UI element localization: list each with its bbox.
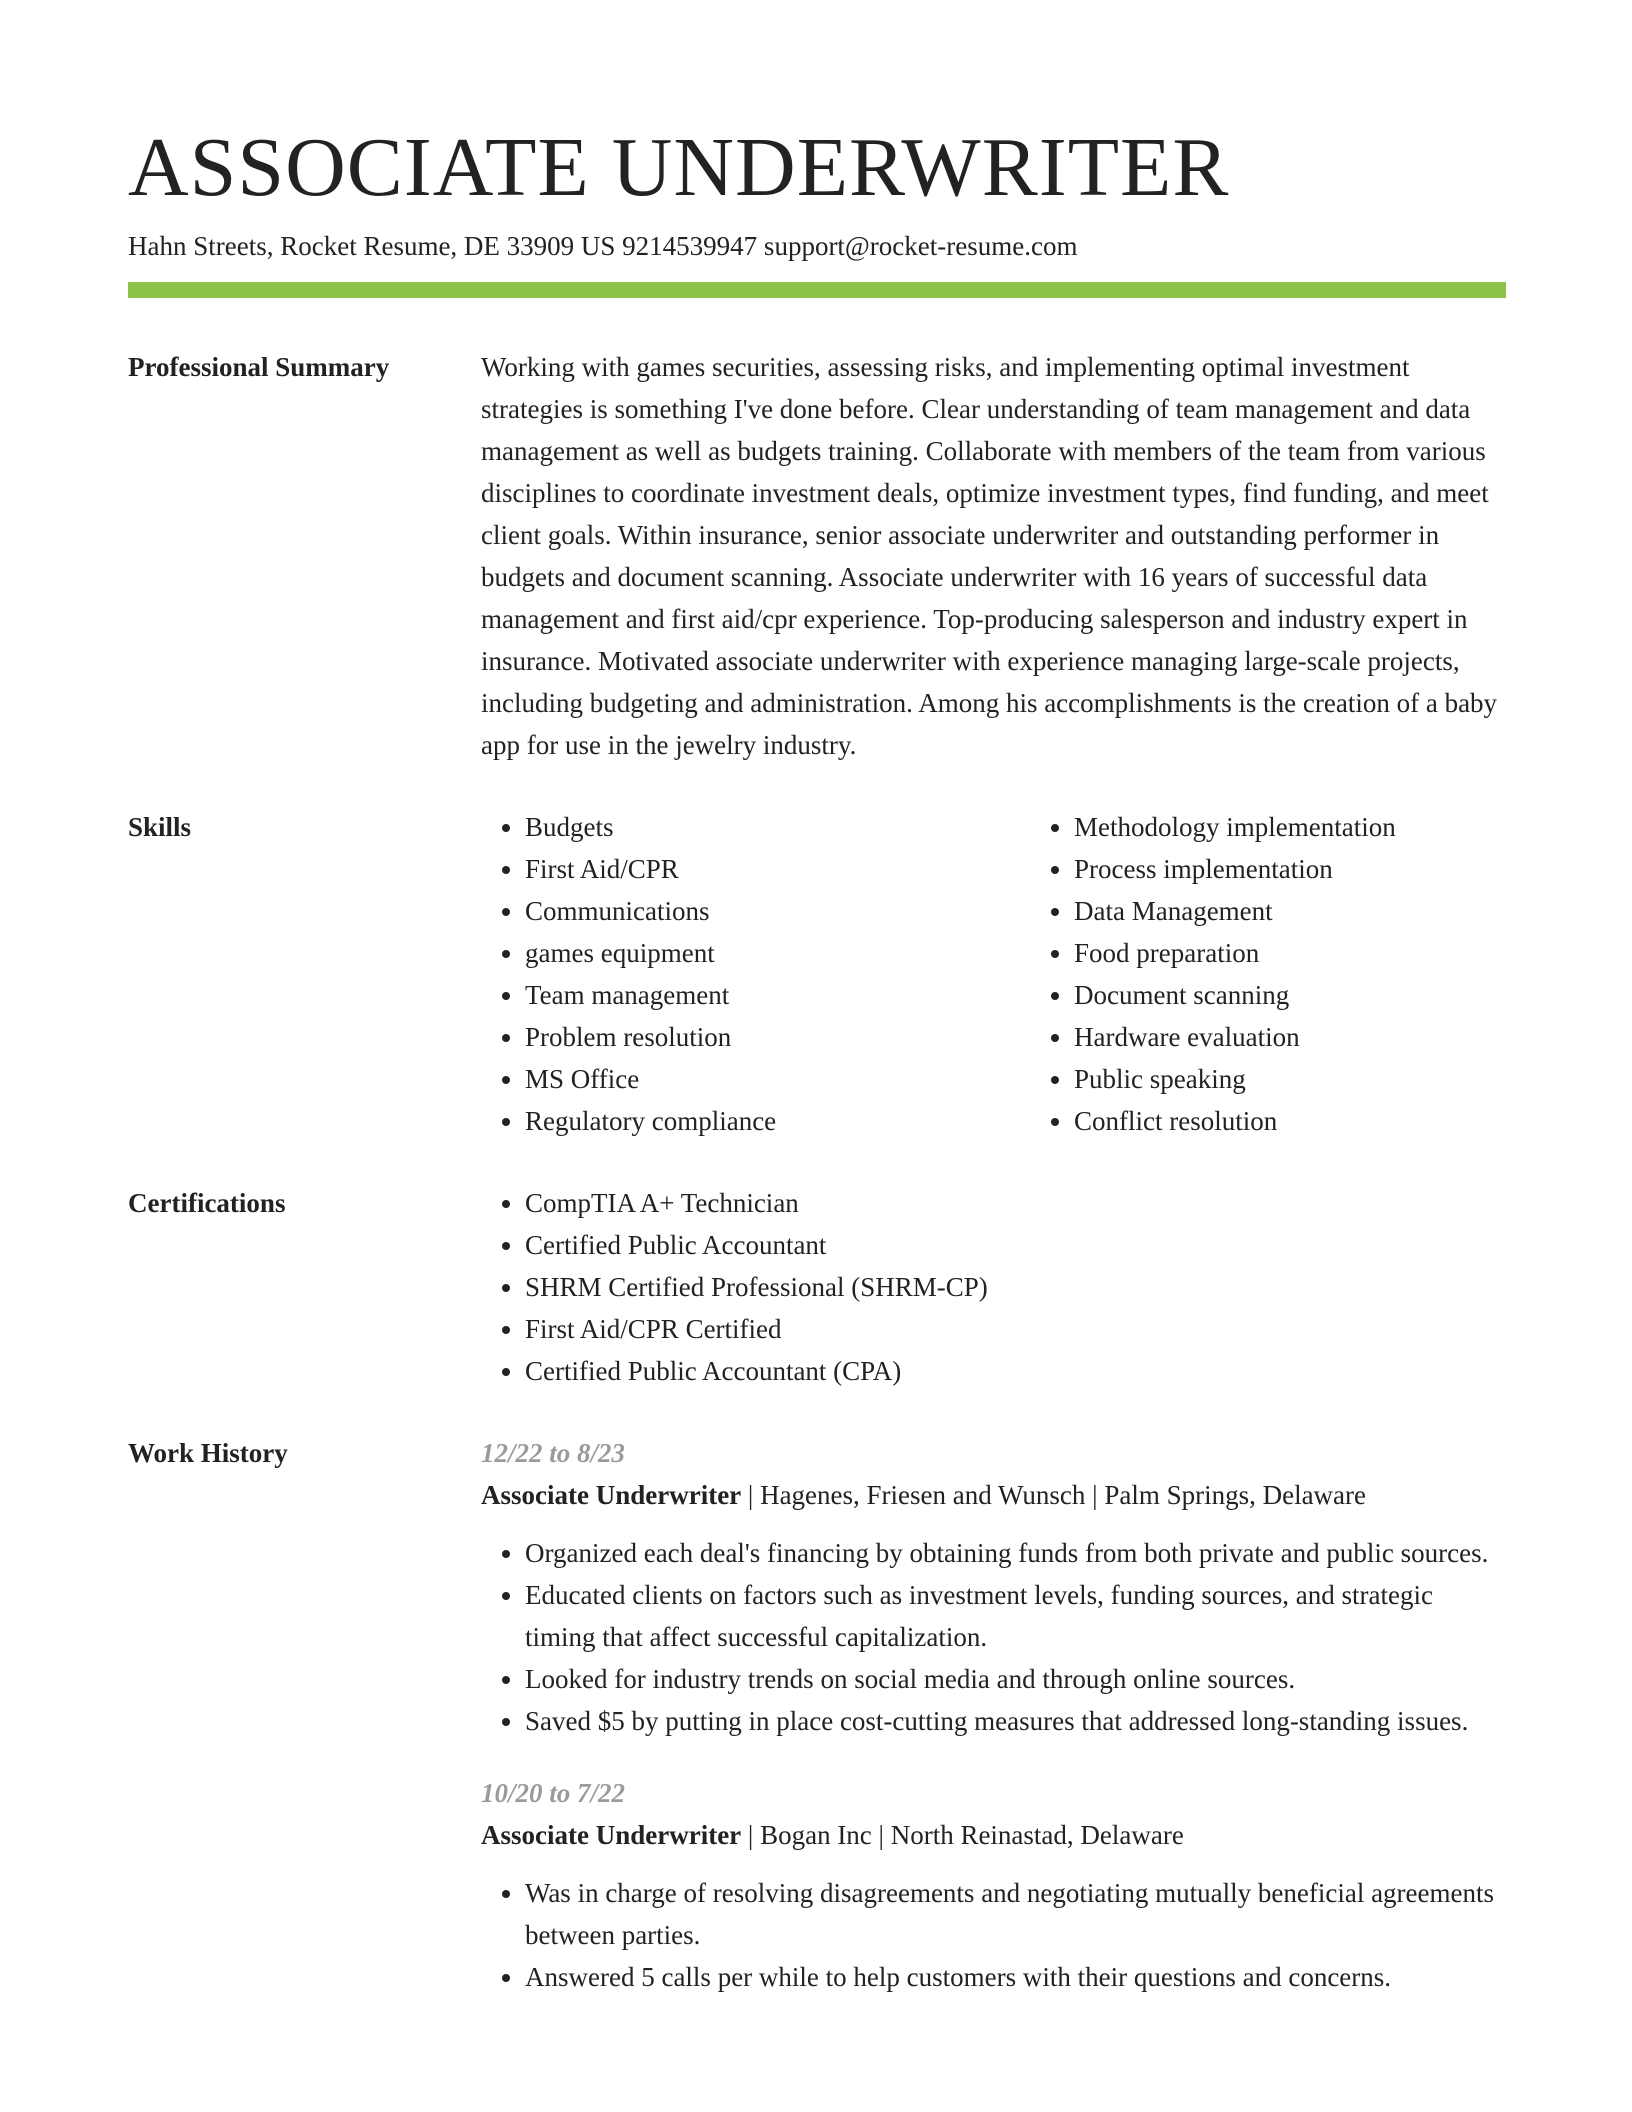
resume-name: ASSOCIATE UNDERWRITER [128, 121, 1230, 214]
work-history-list [481, 1432, 1506, 2028]
skill-item: • Regulatory compliance [525, 1100, 985, 1142]
summary-section [128, 346, 1506, 766]
section-title-summary: Professional Summary [128, 352, 390, 382]
resume-page [128, 118, 1506, 2028]
job-bullet: • Organized each deal's financing by obtaining funds from both private and public sources. [525, 1532, 1506, 1574]
skill-item: • MS Office [525, 1058, 985, 1100]
skill-item: • Public speaking [1074, 1058, 1534, 1100]
contact-line: Hahn Streets, Rocket Resume, DE 33909 US 9214539947 support@rocket-resume.com [128, 231, 1078, 261]
skill-item: • Hardware evaluation [1074, 1016, 1534, 1058]
skill-item: • Budgets [525, 806, 985, 848]
certification-item: • CompTIA A+ Technician [525, 1182, 1506, 1224]
job-heading [481, 1474, 1506, 1516]
job-employer-location: | Bogan Inc | North Reinastad, Delaware [741, 1820, 1184, 1850]
skill-item: • Process implementation [1074, 848, 1534, 890]
job-bullet: • Was in charge of resolving disagreements and negotiating mutually beneficial agreements between parties. [525, 1872, 1506, 1956]
job-bullet: • Educated clients on factors such as investment levels, funding sources, and strategic timing that affect successful capitalization. [525, 1574, 1506, 1658]
certification-item: • Certified Public Accountant (CPA) [525, 1350, 1506, 1392]
job-dates: 12/22 to 8/23 [481, 1438, 626, 1468]
accent-divider [128, 282, 1506, 298]
work-history-section [128, 1432, 1506, 2028]
section-title-skills: Skills [128, 812, 192, 842]
job-entry [481, 1772, 1506, 1998]
skill-item: • Team management [525, 974, 985, 1016]
job-bullet: • Answered 5 calls per while to help customers with their questions and concerns. [525, 1956, 1506, 1998]
section-title-certifications: Certifications [128, 1188, 286, 1218]
skill-item: • games equipment [525, 932, 985, 974]
certifications-section [128, 1182, 1506, 1392]
job-title: Associate Underwriter [481, 1480, 742, 1510]
job-dates: 10/20 to 7/22 [481, 1778, 626, 1808]
skills-section [128, 806, 1506, 1142]
skills-list-right [1030, 806, 1534, 1142]
skill-item: • Food preparation [1074, 932, 1534, 974]
skill-item: • Methodology implementation [1074, 806, 1534, 848]
certifications-list [481, 1182, 1506, 1392]
skill-item: • Problem resolution [525, 1016, 985, 1058]
certification-item: • Certified Public Accountant [525, 1224, 1506, 1266]
job-title: Associate Underwriter [481, 1820, 742, 1850]
skill-item: • Data Management [1074, 890, 1534, 932]
job-bullet: • Looked for industry trends on social media and through online sources. [525, 1658, 1506, 1700]
job-bullets [481, 1532, 1506, 1742]
skills-list-left [481, 806, 985, 1142]
job-employer-location: | Hagenes, Friesen and Wunsch | Palm Springs, Delaware [741, 1480, 1367, 1510]
job-heading [481, 1814, 1506, 1856]
skill-item: • First Aid/CPR [525, 848, 985, 890]
skill-item: • Document scanning [1074, 974, 1534, 1016]
certification-item: • First Aid/CPR Certified [525, 1308, 1506, 1350]
job-bullet: • Saved $5 by putting in place cost-cutting measures that addressed long-standing issues. [525, 1700, 1506, 1742]
certification-item: • SHRM Certified Professional (SHRM-CP) [525, 1266, 1506, 1308]
job-bullets [481, 1872, 1506, 1998]
skill-item: • Conflict resolution [1074, 1100, 1534, 1142]
job-entry [481, 1432, 1506, 1742]
skill-item: • Communications [525, 890, 985, 932]
summary-text: Working with games securities, assessing risks, and implementing optimal investment strategies is something I've done before. Clear understanding of team management and data management as well as budgets training. Collaborate with members of the team from various disciplines to coordinate investment deals, optimize investment types, find funding, and meet client goals. Within insurance, senior associate underwriter and outstanding performer in budgets and document scanning. Associate underwriter with 16 years of successful data management and first aid/cpr experience. Top-producing salesperson and industry expert in insurance. Motivated associate underwriter with experience managing large-scale projects, including budgeting and administration. Among his accomplishments is the creation of a baby app for use in the jewelry industry. [481, 352, 1498, 760]
section-title-work-history: Work History [128, 1438, 288, 1468]
